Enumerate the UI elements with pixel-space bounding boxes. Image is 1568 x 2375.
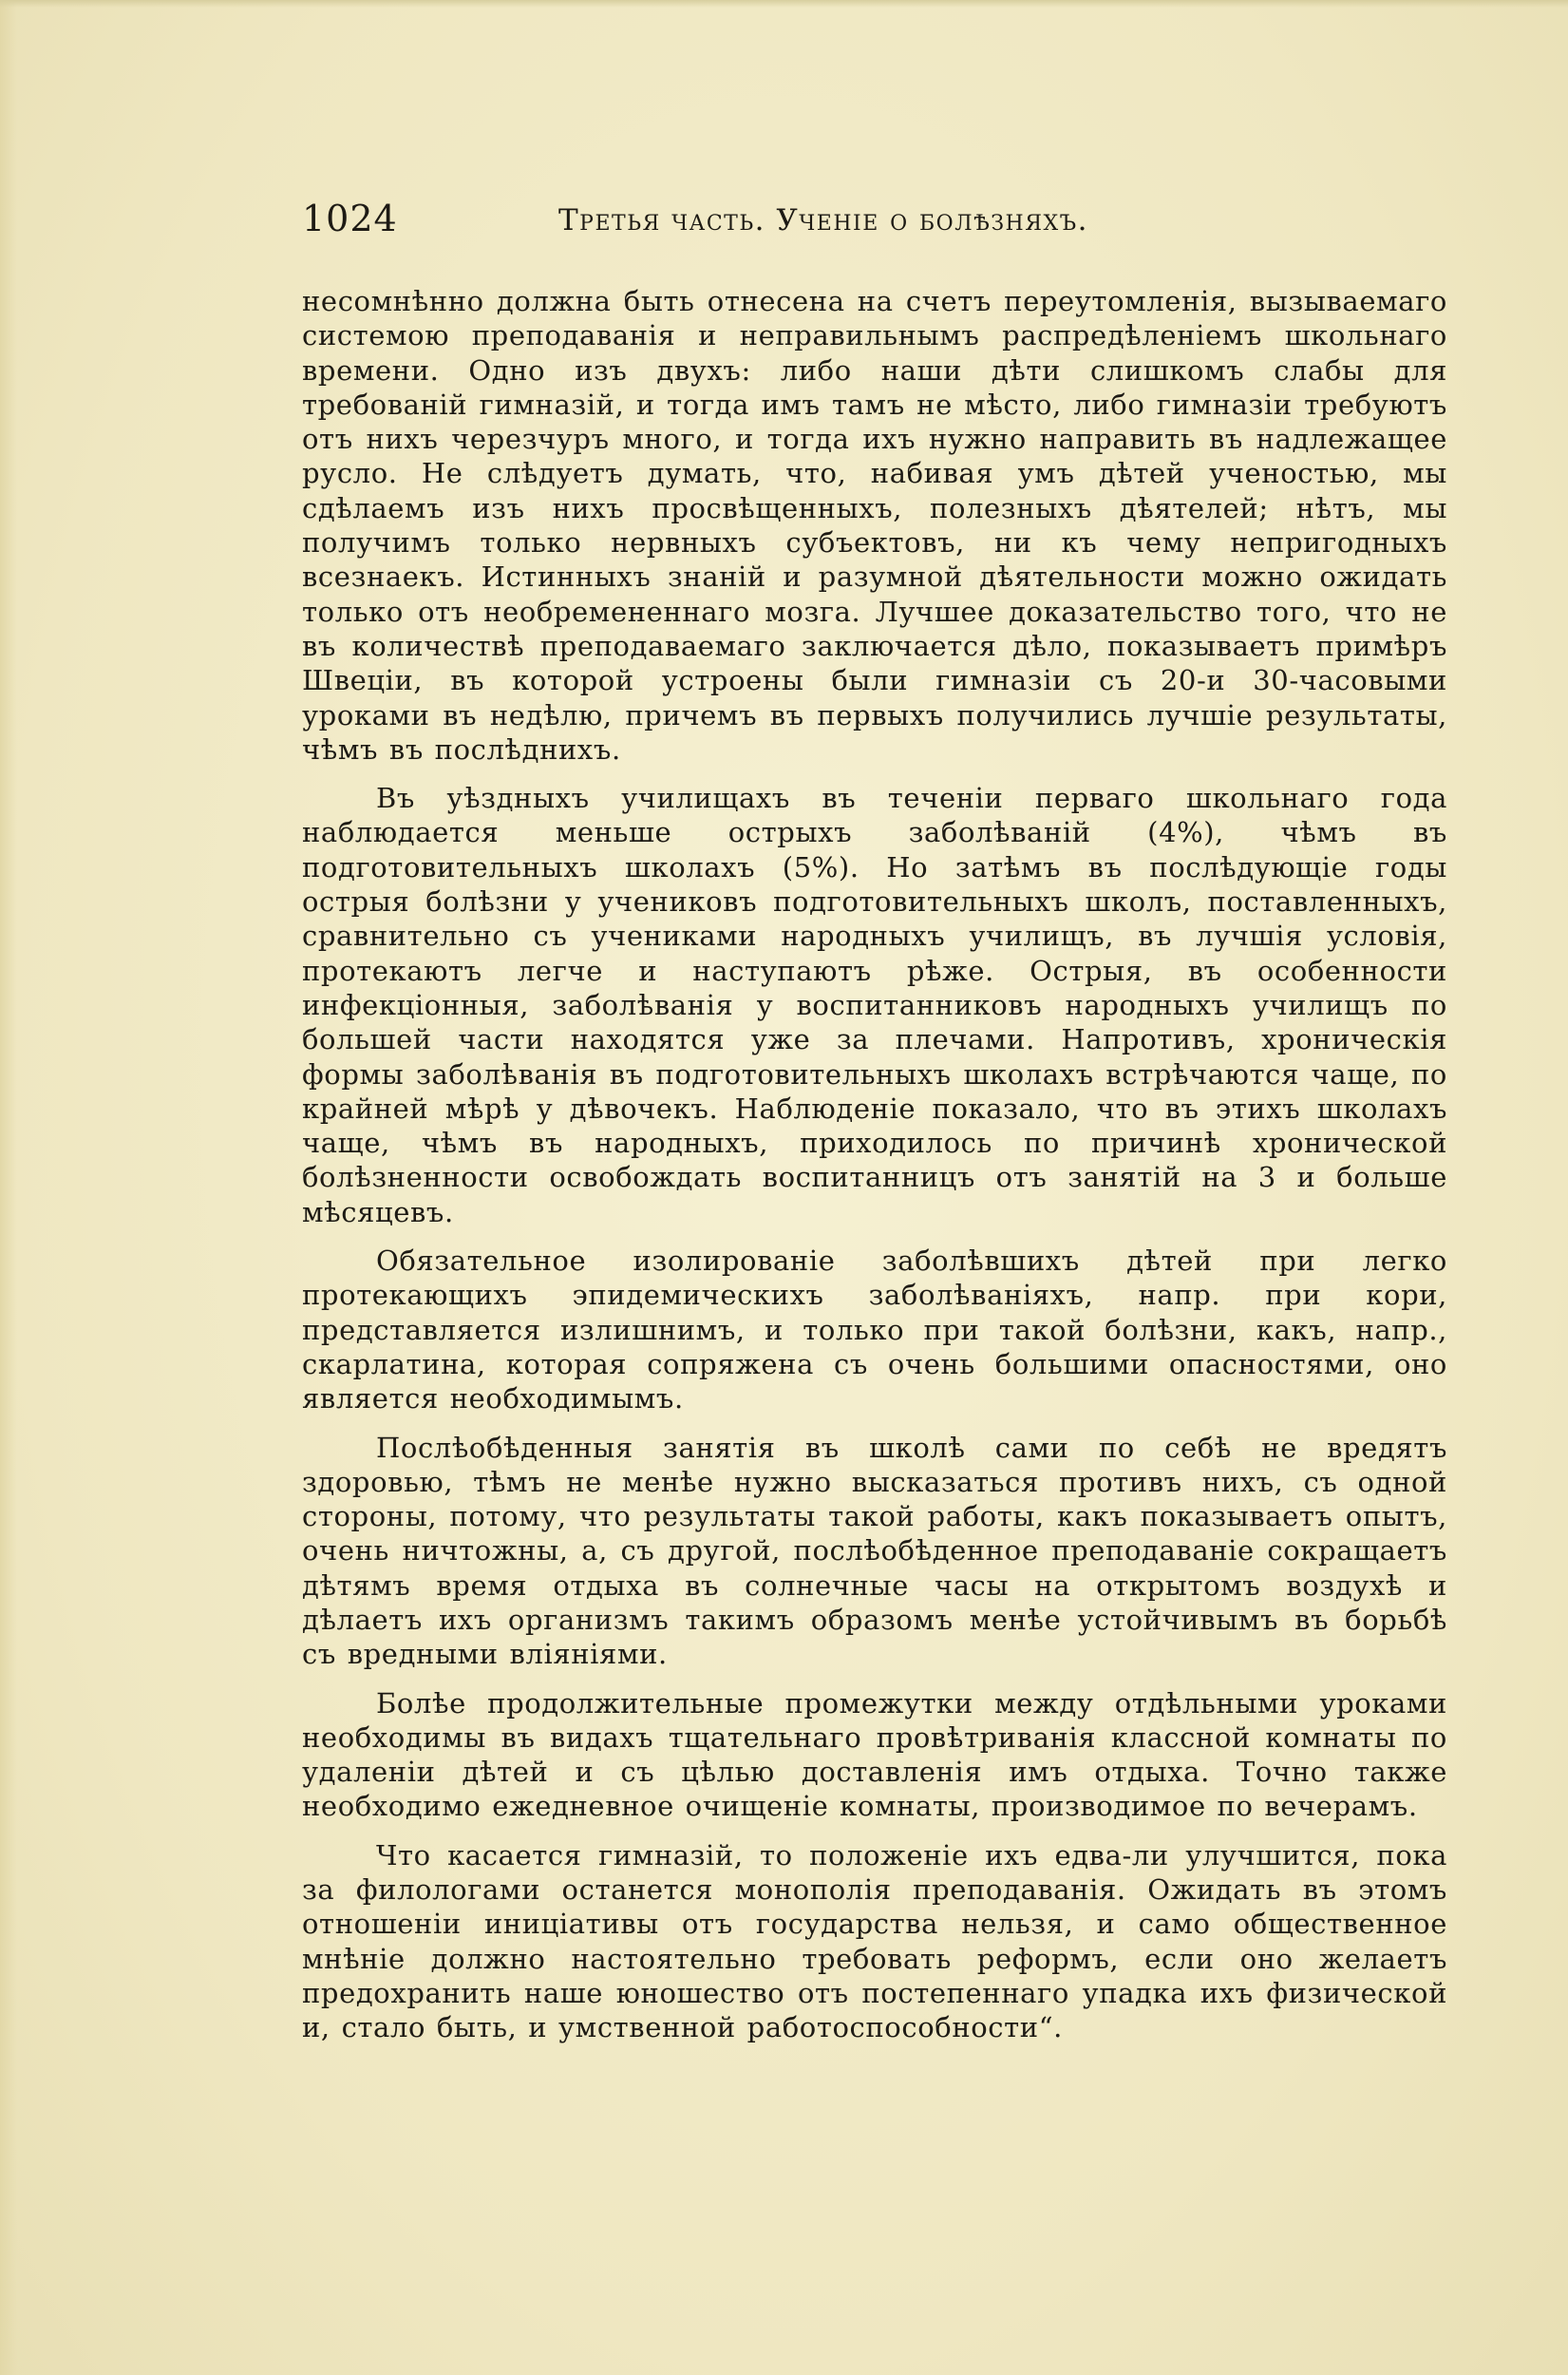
page-number: 1024 [302,198,398,239]
running-title: Третья часть. Ученіе о болѣзняхъ. [558,203,1088,238]
paragraph-4: Послѣобѣденныя занятія въ школѣ сами по себѣ не вредятъ здоровью, тѣмъ не менѣе нужно высказаться противъ нихъ, съ одной стороны, потому, что результаты такой работы, какъ показываетъ опытъ, очень ничтожны, а, съ другой, послѣобѣденное преподаваніе сокращаетъ дѣтямъ время отдыха въ солнечные часы на открытомъ воздухѣ и дѣлаетъ ихъ организмъ такимъ образомъ менѣе устойчивымъ въ борьбѣ съ вредными вліяніями. [302,1431,1447,1671]
page-top-edge [0,0,1568,8]
paragraph-1: несомнѣнно должна быть отнесена на счетъ переутомленія, вызываемаго системою преподаванія и неправильнымъ распредѣленіемъ школьнаго времени. Одно изъ двухъ: либо наши дѣти слишкомъ слабы для требованій гимназій, и тогда имъ тамъ не мѣсто, либо гимназіи требуютъ отъ нихъ черезчуръ много, и тогда ихъ нужно направить въ надлежащее русло. Не слѣдуетъ думать, что, набивая умъ дѣтей ученостью, мы сдѣлаемъ изъ нихъ просвѣщенныхъ, полезныхъ дѣятелей; нѣтъ, мы получимъ только нервныхъ субъектовъ, ни къ чему непригодныхъ всезнаекъ. Истинныхъ знаній и разумной дѣятельности можно ожидать только отъ необремененнаго мозга. Лучшее доказательство того, что не въ количествѣ преподаваемаго заключается дѣло, показываетъ примѣръ Швеціи, въ которой устроены были гимназіи съ 20-и 30-часовыми уроками въ недѣлю, причемъ въ первыхъ получились лучшіе результаты, чѣмъ въ послѣднихъ. [302,285,1447,766]
paragraph-3: Обязательное изолированіе заболѣвшихъ дѣтей при легко протекающихъ эпидемическихъ заболѣваніяхъ, напр. при кори, представляется излишнимъ, и только при такой болѣзни, какъ, напр., скарлатина, которая сопряжена съ очень большими опасностями, оно является необходимымъ. [302,1244,1447,1416]
paragraph-2: Въ уѣздныхъ училищахъ въ теченіи перваго школьнаго года наблюдается меньше острыхъ заболѣваній (4%), чѣмъ въ подготовительныхъ школахъ (5%). Но затѣмъ въ послѣдующіе годы острыя болѣзни у учениковъ подготовительныхъ школъ, поставленныхъ, сравнительно съ учениками народныхъ училищъ, въ лучшія условія, протекаютъ легче и наступаютъ рѣже. Острыя, въ особенности инфекціонныя, заболѣванія у воспитанниковъ народныхъ училищъ по большей части находятся уже за плечами. Напротивъ, хроническія формы заболѣванія въ подготовительныхъ школахъ встрѣчаются чаще, по крайней мѣрѣ у дѣвочекъ. Наблюденіе показало, что въ этихъ школахъ чаще, чѣмъ въ народныхъ, приходилось по причинѣ хронической болѣзненности освобождать воспитанницъ отъ занятій на 3 и больше мѣсяцевъ. [302,782,1447,1228]
page-edge-shadow [0,0,17,2375]
body-text [302,284,1447,2060]
paragraph-6: Что касается гимназій, то положеніе ихъ едва-ли улучшится, пока за филологами останется монополія преподаванія. Ожидать въ этомъ отношеніи иниціативы отъ государства нельзя, и само общественное мнѣніе должно настоятельно требовать реформъ, если оно желаетъ предохранить наше юношество отъ постепеннаго упадка ихъ физической и, стало быть, и умственной работоспособности“. [302,1838,1447,2044]
running-header [302,198,1442,255]
paragraph-5: Болѣе продолжительные промежутки между отдѣльными уроками необходимы въ видахъ тщательнаго провѣтриванія классной комнаты по удаленіи дѣтей и съ цѣлью доставленія имъ отдыха. Точно также необходимо ежедневное очищеніе комнаты, производимое по вечерамъ. [302,1686,1447,1823]
